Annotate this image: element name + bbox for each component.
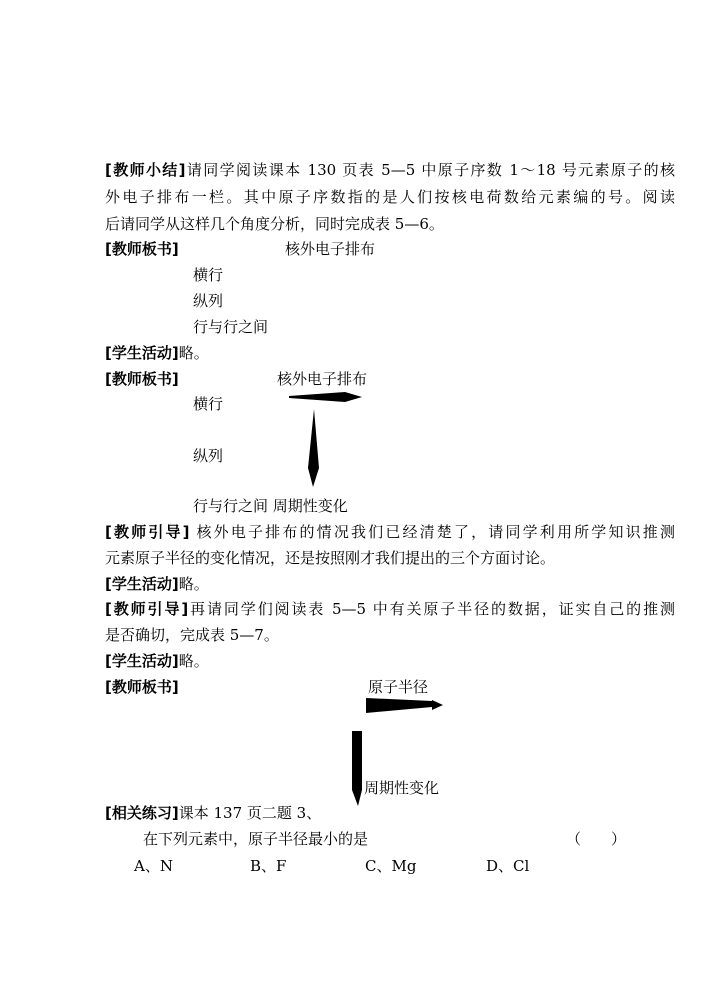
board3-arrow-head [432, 700, 443, 710]
exercise-question: 在下列元素中，原子半径最小的是 [143, 830, 369, 848]
activity3-text: 略。 [178, 652, 209, 670]
board1-item-between: 行与行之间 [193, 318, 269, 336]
option-b: B、F [250, 857, 287, 875]
option-d: D、Cl [486, 857, 530, 875]
board1-title: 核外电子排布 [285, 240, 376, 258]
board1-item-row: 横行 [193, 266, 224, 284]
option-c: C、Mg [365, 857, 417, 875]
board3-vertical-arrow [352, 731, 362, 806]
board3-result: 周期性变化 [364, 779, 440, 797]
guide2-line-2: 是否确切，完成表 5—7。 [105, 626, 279, 644]
guide1-tag: [教师引导] [105, 523, 190, 541]
summary-tag: [教师小结] [105, 161, 186, 179]
board3-tag: [教师板书] [105, 678, 179, 696]
guide2-tag: [教师引导] [105, 600, 189, 618]
guide2-text-1: 再请同学们阅读表 5—5 中有关原子半径的数据，证实自己的推测 [188, 600, 675, 618]
board2-between-text: 行与行之间 [193, 497, 269, 515]
activity1-text: 略。 [178, 344, 209, 362]
board2-title: 核外电子排布 [277, 370, 368, 388]
board2-vertical-arrow [308, 409, 319, 487]
board1-tag: [教师板书] [105, 240, 179, 258]
summary-text-1: 请同学阅读课本 130 页表 5—5 中原子序数 1～18 号元素原子的核 [185, 161, 675, 179]
board2-col: 纵列 [193, 447, 224, 465]
exercise-text: 课本 137 页二题 3、 [178, 804, 322, 822]
exercise-paren: （ ） [566, 830, 627, 848]
summary-line-2: 外电子排布一栏。其中原子序数指的是人们按核电荷数给元素编的号。阅读 [105, 188, 675, 206]
board2-tag: [教师板书] [105, 370, 179, 388]
activity1-tag: [学生活动] [105, 344, 179, 362]
board2-horizontal-arrow [289, 392, 362, 402]
summary-line-3: 后请同学从这样几个角度分析，同时完成表 5—6。 [105, 215, 444, 233]
board2-result: 周期性变化 [272, 497, 348, 515]
activity2-tag: [学生活动] [105, 575, 179, 593]
activity3-tag: [学生活动] [105, 652, 179, 670]
board3-title: 原子半径 [368, 678, 429, 696]
guide1-text-1: 核外电子排布的情况我们已经清楚了，请同学利用所学知识推测 [196, 523, 675, 541]
exercise-tag: [相关练习] [105, 804, 179, 822]
board2-row: 横行 [193, 395, 224, 413]
option-a: A、N [134, 857, 173, 875]
activity2-text: 略。 [178, 575, 209, 593]
board1-item-col: 纵列 [193, 292, 224, 310]
guide1-line-2: 元素原子半径的变化情况，还是按照刚才我们提出的三个方面讨论。 [105, 549, 556, 567]
